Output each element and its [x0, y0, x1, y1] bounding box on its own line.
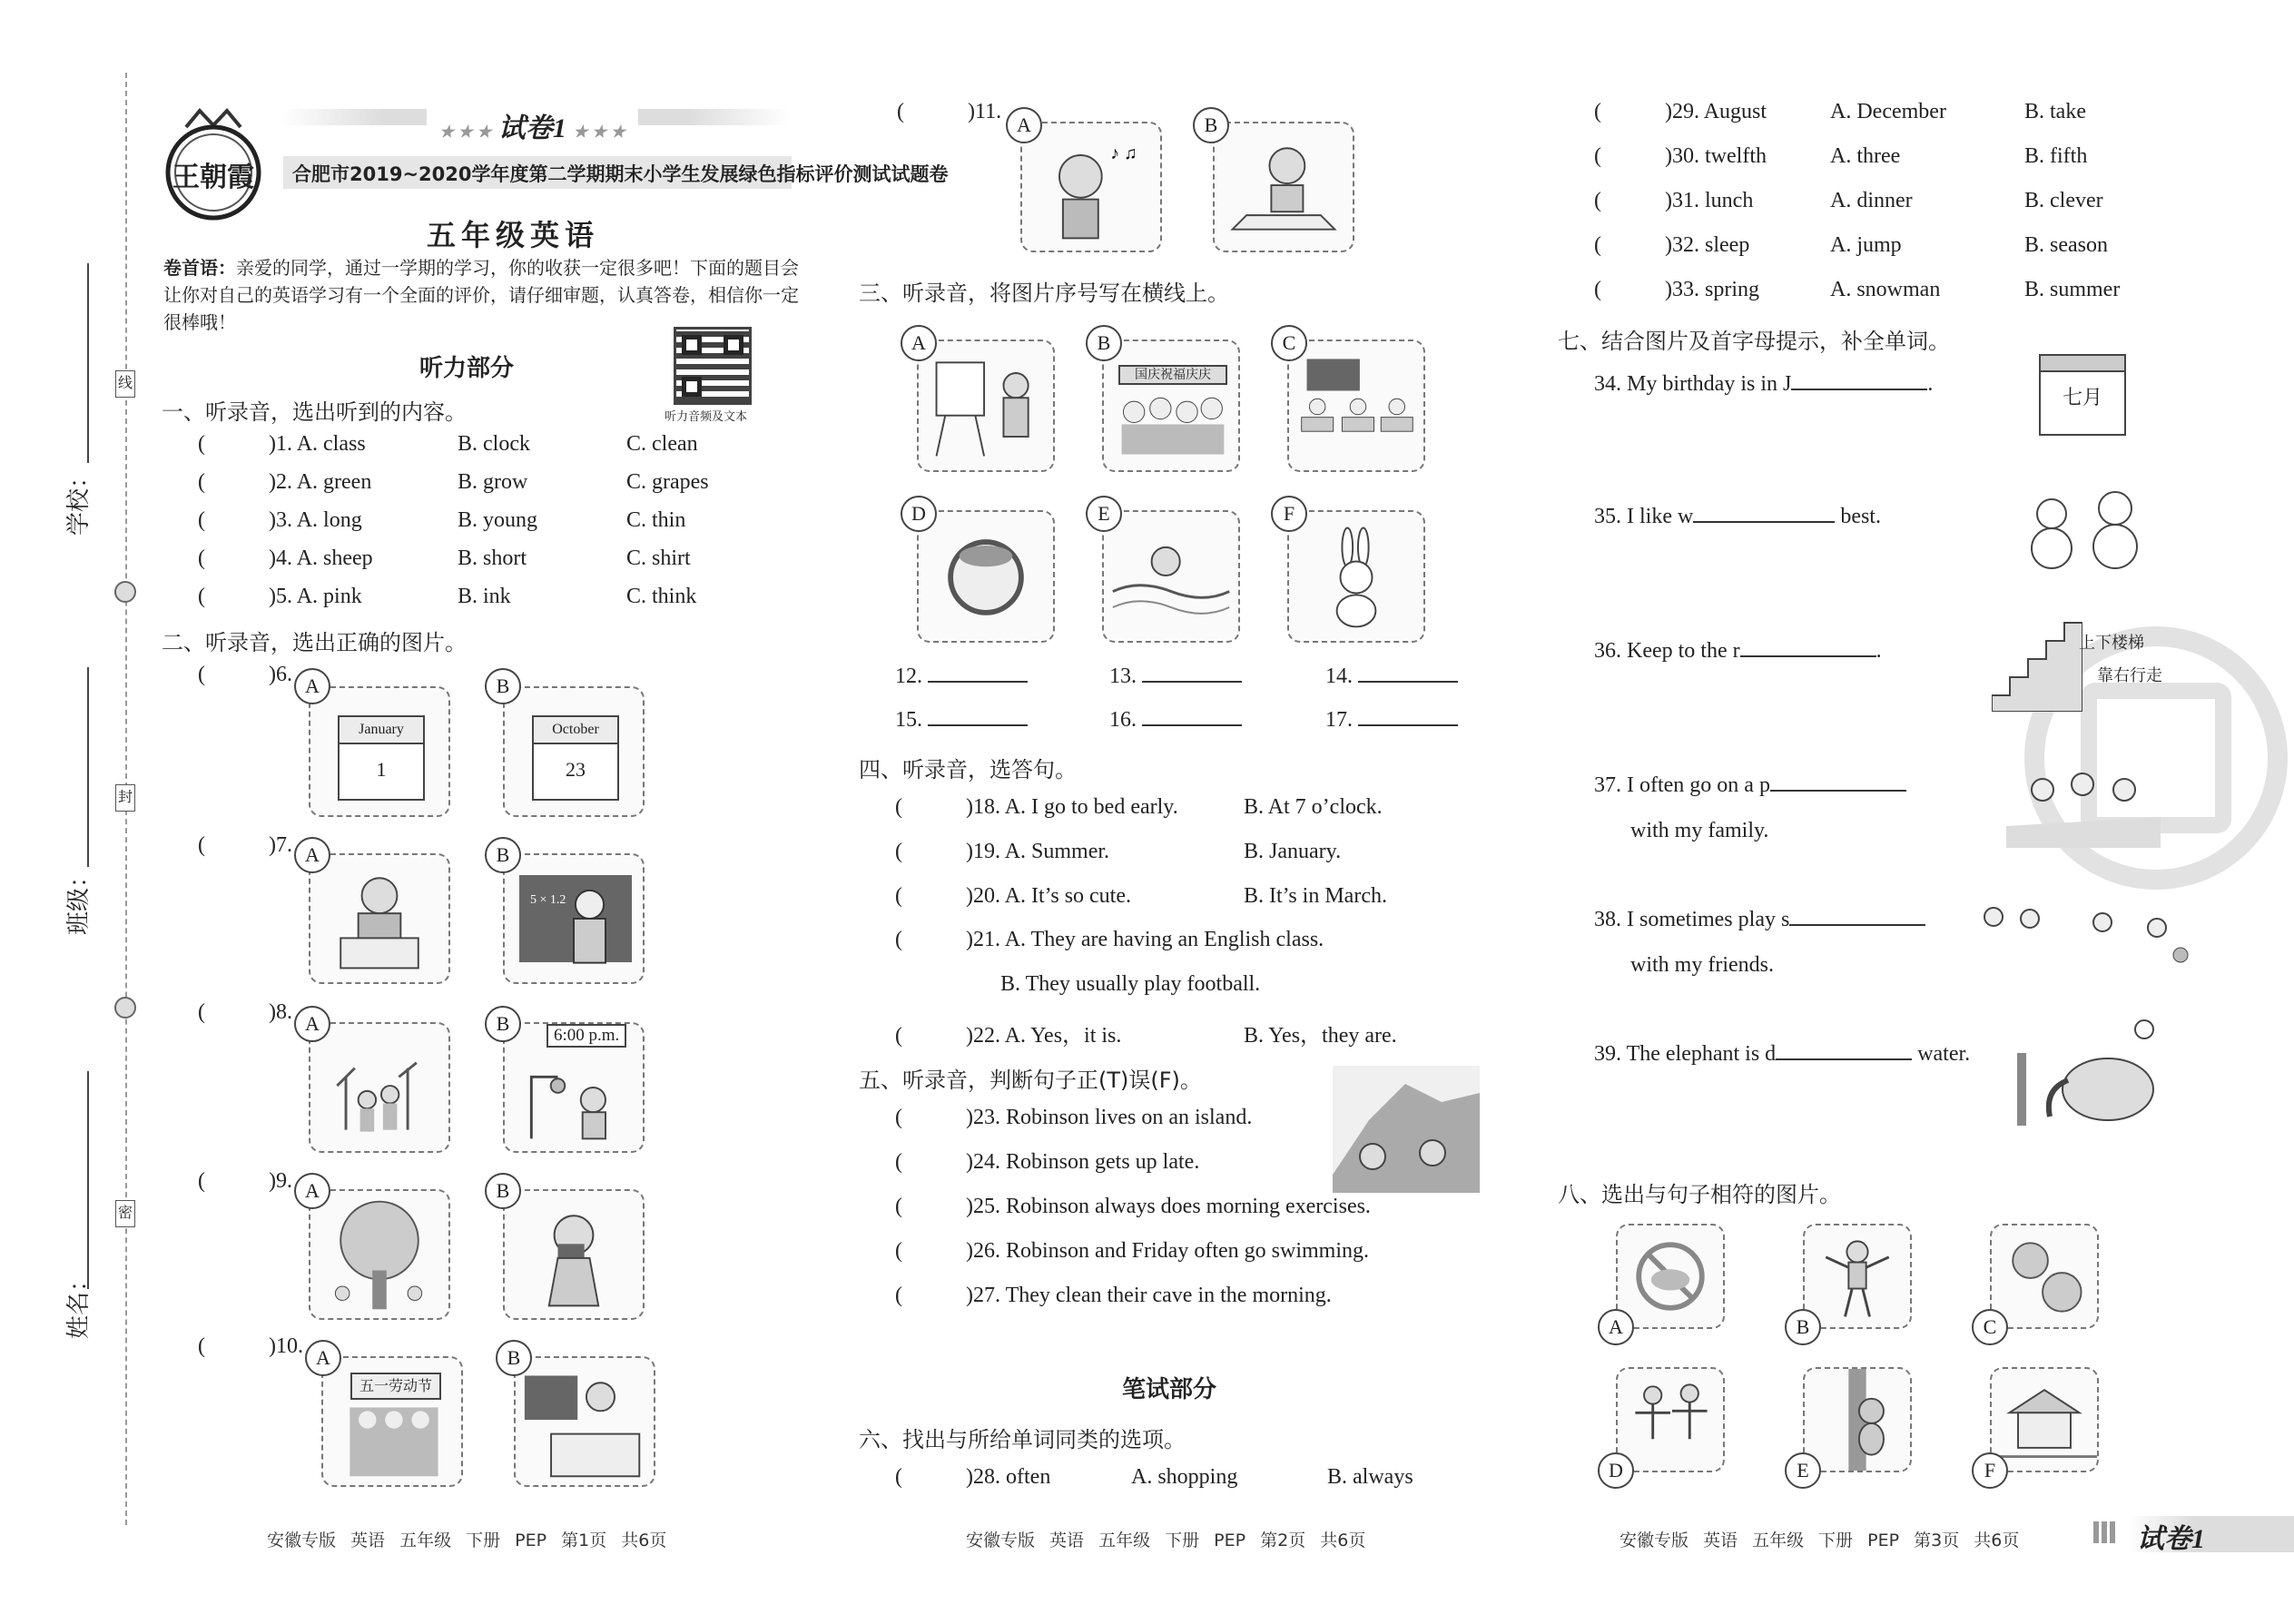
side-mark-mi: 密 [115, 1200, 135, 1227]
sec1-q5: ( )5. A. pink [198, 585, 362, 608]
sec3-d-label: D [901, 496, 937, 532]
calendar-month: 七月 [2062, 387, 2102, 409]
q9-option-a-label: A [294, 1173, 330, 1209]
sec8-f-label: F [1972, 1452, 2008, 1489]
banner: 五一劳动节 [350, 1373, 441, 1400]
sec3-c-label: C [1271, 325, 1307, 361]
sec4-q21: ( )21. A. They are having an English class. [895, 928, 1324, 951]
q6-option-a-calendar[interactable] [309, 686, 450, 817]
sec8-c-label: C [1972, 1309, 2008, 1345]
sec3-blank-16[interactable]: 16. [1109, 708, 1242, 733]
intro-label: 卷首语： [163, 257, 236, 279]
sec6-q33-b: B. summer [2024, 278, 2121, 301]
q10-option-a-label: A [305, 1340, 341, 1376]
sec8-e-monkey-tree[interactable] [1803, 1367, 1912, 1472]
sec1-q2-c: C. grapes [626, 470, 709, 494]
paper-tag: ★ ★ ★ 试卷1 ★ ★ ★ [427, 105, 638, 145]
footer-page-3: 安徽专版 英语 五年级 下册 PEP 第3页 共6页 [1620, 1530, 2020, 1550]
robinson-island-image [1333, 1066, 1480, 1193]
logo-text: 王朝霞 [172, 162, 254, 193]
sec3-f-label: F [1271, 496, 1307, 532]
logo [150, 100, 277, 227]
sec6-q29-a: A. December [1830, 100, 1946, 123]
q9-option-b-label: B [485, 1173, 521, 1209]
listening-title: 听力部分 [419, 355, 515, 382]
sec1-q5-c: C. think [626, 585, 697, 608]
school-line [87, 263, 89, 463]
qr-code[interactable] [674, 327, 752, 405]
sec3-d-no-sign[interactable] [917, 510, 1055, 643]
sec7-q37[interactable]: 37. I often go on a p [1594, 773, 1906, 798]
side-mark-xian: 线 [115, 370, 135, 398]
sec2-title: 二、听录音，选出正确的图片。 [162, 630, 467, 655]
stairs-image [1992, 614, 2082, 712]
sec8-title: 八、选出与句子相符的图片。 [1558, 1182, 1841, 1207]
sec4-q22-b: B. Yes，they are. [1244, 1024, 1397, 1048]
sec7-q38-cont: with my friends. [1630, 953, 1774, 977]
intro-text: 亲爱的同学，通过一学期的学习，你的收获一定很多吧！下面的题目会让你对自己的英语学习有一个全面的评价，请仔细审题，认真答卷，相信你一定很棒哦！ [163, 257, 799, 333]
side-mark-feng: 封 [115, 784, 135, 812]
q9-option-b-girl-camera[interactable] [503, 1189, 645, 1320]
sec4-q19-b: B. January. [1244, 840, 1342, 863]
sec6-q30-b: B. fifth [2024, 144, 2088, 168]
q10-option-b-teacher-desk[interactable] [514, 1356, 655, 1487]
sec7-q35[interactable]: 35. I like w best. [1594, 505, 1881, 528]
sec8-a-no-shoes[interactable] [1616, 1224, 1725, 1329]
sec3-blank-14[interactable]: 14. [1325, 664, 1458, 689]
q8-option-a-planting-trees[interactable] [309, 1022, 450, 1153]
class-label: 班级： [65, 863, 93, 935]
sec1-q3: ( )3. A. long [198, 508, 362, 532]
sec8-f-temple[interactable] [1990, 1367, 2099, 1472]
calendar-month: October [534, 717, 617, 744]
sec6-q32-a: A. jump [1830, 233, 1902, 257]
sec4-q22: ( )22. A. Yes，it is. [895, 1024, 1122, 1048]
sec6-q31-a: A. dinner [1830, 189, 1913, 212]
sec7-title: 七、结合图片及首字母提示，补全单词。 [1558, 329, 1950, 354]
sports-image [1975, 895, 2193, 968]
q11-option-a-label: A [1006, 107, 1042, 143]
sec7-q39[interactable]: 39. The elephant is d water. [1594, 1042, 1971, 1066]
sec6-title: 六、找出与所给单词同类的选项。 [859, 1427, 1186, 1452]
written-title: 笔试部分 [1122, 1376, 1217, 1403]
sec6-q28-a: A. shopping [1131, 1465, 1238, 1489]
q6-option-b-label: B [485, 668, 521, 704]
sec3-a-painting[interactable] [917, 340, 1055, 472]
sec1-q3-c: C. thin [626, 508, 686, 532]
sec2-q9: ( )9. [198, 1169, 292, 1193]
elephant-image [2017, 1017, 2168, 1135]
sec3-e-label: E [1086, 496, 1122, 532]
sec6-q33: ( )33. spring [1594, 278, 1759, 301]
page-title: 五年级英语 [427, 218, 600, 252]
sec3-blank-15[interactable]: 15. [895, 708, 1028, 733]
sec5-q26: ( )26. Robinson and Friday often go swimming. [895, 1239, 1369, 1263]
sec6-q29: ( )29. August [1594, 100, 1767, 123]
calendar-day: 23 [566, 758, 586, 781]
side-scissor-icon [114, 997, 136, 1019]
q8-option-b-label: B [485, 1006, 521, 1042]
sec6-q32: ( )32. sleep [1594, 233, 1750, 257]
q11-option-b-boy-reading[interactable] [1213, 122, 1354, 252]
sec6-q32-b: B. season [2024, 233, 2108, 257]
sec8-d-label: D [1598, 1452, 1634, 1489]
sec5-q27: ( )27. They clean their cave in the morning. [895, 1284, 1332, 1307]
q10-option-a-labour-day[interactable] [321, 1356, 463, 1487]
sec5-q24: ( )24. Robinson gets up late. [895, 1150, 1200, 1174]
sec7-q38[interactable]: 38. I sometimes play s [1594, 908, 1925, 932]
sec6-q30: ( )30. twelfth [1594, 144, 1767, 168]
sec4-q20: ( )20. A. It’s so cute. [895, 884, 1131, 908]
sec1-q2-b: B. grow [458, 470, 528, 494]
side-scissor-icon [114, 581, 136, 603]
q10-option-b-label: B [496, 1340, 532, 1376]
sec7-q37-cont: with my family. [1630, 819, 1769, 842]
name-line [87, 1071, 89, 1289]
sec4-q21-b: B. They usually play football. [1000, 972, 1261, 996]
sec1-q4-b: B. short [458, 546, 527, 570]
sec1-title: 一、听录音，选出听到的内容。 [162, 399, 467, 425]
sec3-e-swimming[interactable] [1102, 510, 1240, 643]
sec3-a-label: A [901, 325, 937, 361]
sec8-b-label: B [1785, 1309, 1821, 1345]
q7-option-a-girl-desk[interactable] [309, 853, 450, 984]
sec1-q1: ( )1. A. class [198, 432, 366, 456]
qr-caption: 听力音频及文本 [665, 410, 748, 424]
q11-option-b-label: B [1193, 107, 1229, 143]
sec8-d-dancing[interactable] [1616, 1367, 1725, 1472]
q7-option-b-teacher-board[interactable] [503, 853, 645, 984]
sec1-q1-c: C. clean [626, 432, 698, 456]
sec6-q28-b: B. always [1327, 1465, 1413, 1489]
q7-option-b-label: B [485, 837, 521, 873]
snowman-image [2010, 481, 2155, 572]
exam-subtitle: 合肥市2019~2020学年度第二学期期末小学生发展绿色指标评价测试试题卷 [292, 163, 949, 185]
sec2-q6: ( )6. [198, 663, 292, 686]
intro [163, 254, 799, 336]
sec1-q3-b: B. young [458, 508, 538, 532]
sec3-blank-17[interactable]: 17. [1325, 708, 1458, 733]
q8-option-a-label: A [294, 1006, 330, 1042]
sec6-q29-b: B. take [2024, 100, 2086, 123]
sec1-q1-b: B. clock [458, 432, 530, 456]
sec3-c-classroom[interactable] [1287, 340, 1425, 472]
sec3-title: 三、听录音，将图片序号写在横线上。 [859, 281, 1229, 306]
sign-line-2: 靠右行走 [2097, 666, 2162, 685]
sign-line-1: 上下楼梯 [2079, 634, 2144, 653]
sec4-q20-b: B. It’s in March. [1244, 884, 1387, 908]
sec5-q25: ( )25. Robinson always does morning exercises. [895, 1195, 1371, 1218]
sec7-q36[interactable]: 36. Keep to the r . [1594, 639, 1882, 663]
corner-paper-tag: 试卷1 [2137, 1524, 2205, 1554]
sec8-b-exercise[interactable] [1803, 1224, 1912, 1329]
svg-text:♪ ♫: ♪ ♫ [1110, 143, 1137, 163]
banner: 国庆祝福庆庆 [1118, 365, 1227, 385]
sec8-e-label: E [1785, 1452, 1821, 1489]
calendar-icon [2039, 354, 2126, 436]
footer-page-1: 安徽专版 英语 五年级 下册 PEP 第1页 共6页 [267, 1530, 667, 1550]
sec4-q18-b: B. At 7 o’clock. [1244, 795, 1383, 819]
name-label: 姓名： [65, 1267, 93, 1339]
q6-option-a-label: A [294, 668, 330, 704]
sec6-q31-b: B. clever [2024, 189, 2103, 212]
q7-option-a-label: A [294, 837, 330, 873]
sec3-b-national-day[interactable] [1102, 340, 1240, 472]
school-label: 学校： [65, 464, 93, 536]
calendar-day: 1 [376, 758, 387, 781]
sec6-q30-a: A. three [1830, 144, 1901, 168]
sec1-q2: ( )2. A. green [198, 470, 372, 494]
sec3-blank-12[interactable]: 12. [895, 664, 1028, 689]
q6-option-b-calendar[interactable] [503, 686, 645, 817]
sec6-q31: ( )31. lunch [1594, 189, 1754, 212]
sec6-q33-a: A. snowman [1830, 278, 1941, 301]
sec2-q10: ( )10. [198, 1334, 303, 1358]
sec3-blank-13[interactable]: 13. [1109, 664, 1242, 689]
sec5-q23: ( )23. Robinson lives on an island. [895, 1106, 1253, 1129]
sec4-title: 四、听录音，选答句。 [859, 757, 1077, 782]
sec1-q5-b: B. ink [458, 585, 511, 608]
sec7-q34[interactable]: 34. My birthday is in J . [1594, 372, 1934, 396]
footer-page-2: 安徽专版 英语 五年级 下册 PEP 第2页 共6页 [966, 1530, 1366, 1550]
sec8-c-mooncakes[interactable] [1990, 1224, 2099, 1329]
sec1-q4: ( )4. A. sheep [198, 546, 373, 570]
sec3-b-label: B [1086, 325, 1122, 361]
clock-label: 6:00 p.m. [546, 1024, 626, 1048]
sec1-q4-c: C. shirt [626, 546, 691, 570]
sec4-q18: ( )18. A. I go to bed early. [895, 795, 1178, 819]
sec8-a-label: A [1598, 1309, 1634, 1345]
board-text: 5 × 1.2 [530, 893, 566, 907]
calendar-icon [338, 715, 425, 801]
calendar-month: January [340, 717, 423, 744]
sec2-q8: ( )8. [198, 1000, 292, 1024]
sec5-title: 五、听录音，判断句子正(T)误(F)。 [859, 1068, 1202, 1093]
sec6-q28: ( )28. often [895, 1465, 1051, 1489]
q11-option-a-boy-singing[interactable] [1020, 122, 1162, 252]
sec2-q7: ( )7. [198, 833, 292, 857]
sec4-q19: ( )19. A. Summer. [895, 840, 1110, 863]
q9-option-a-tree-children[interactable] [309, 1189, 450, 1320]
class-line [87, 667, 89, 867]
sec3-f-rabbit[interactable] [1287, 510, 1425, 643]
picnic-image [2006, 753, 2161, 848]
calendar-icon [532, 715, 619, 801]
corner-decor [2093, 1521, 2115, 1543]
sec2-q11: ( )11. [897, 100, 1002, 123]
